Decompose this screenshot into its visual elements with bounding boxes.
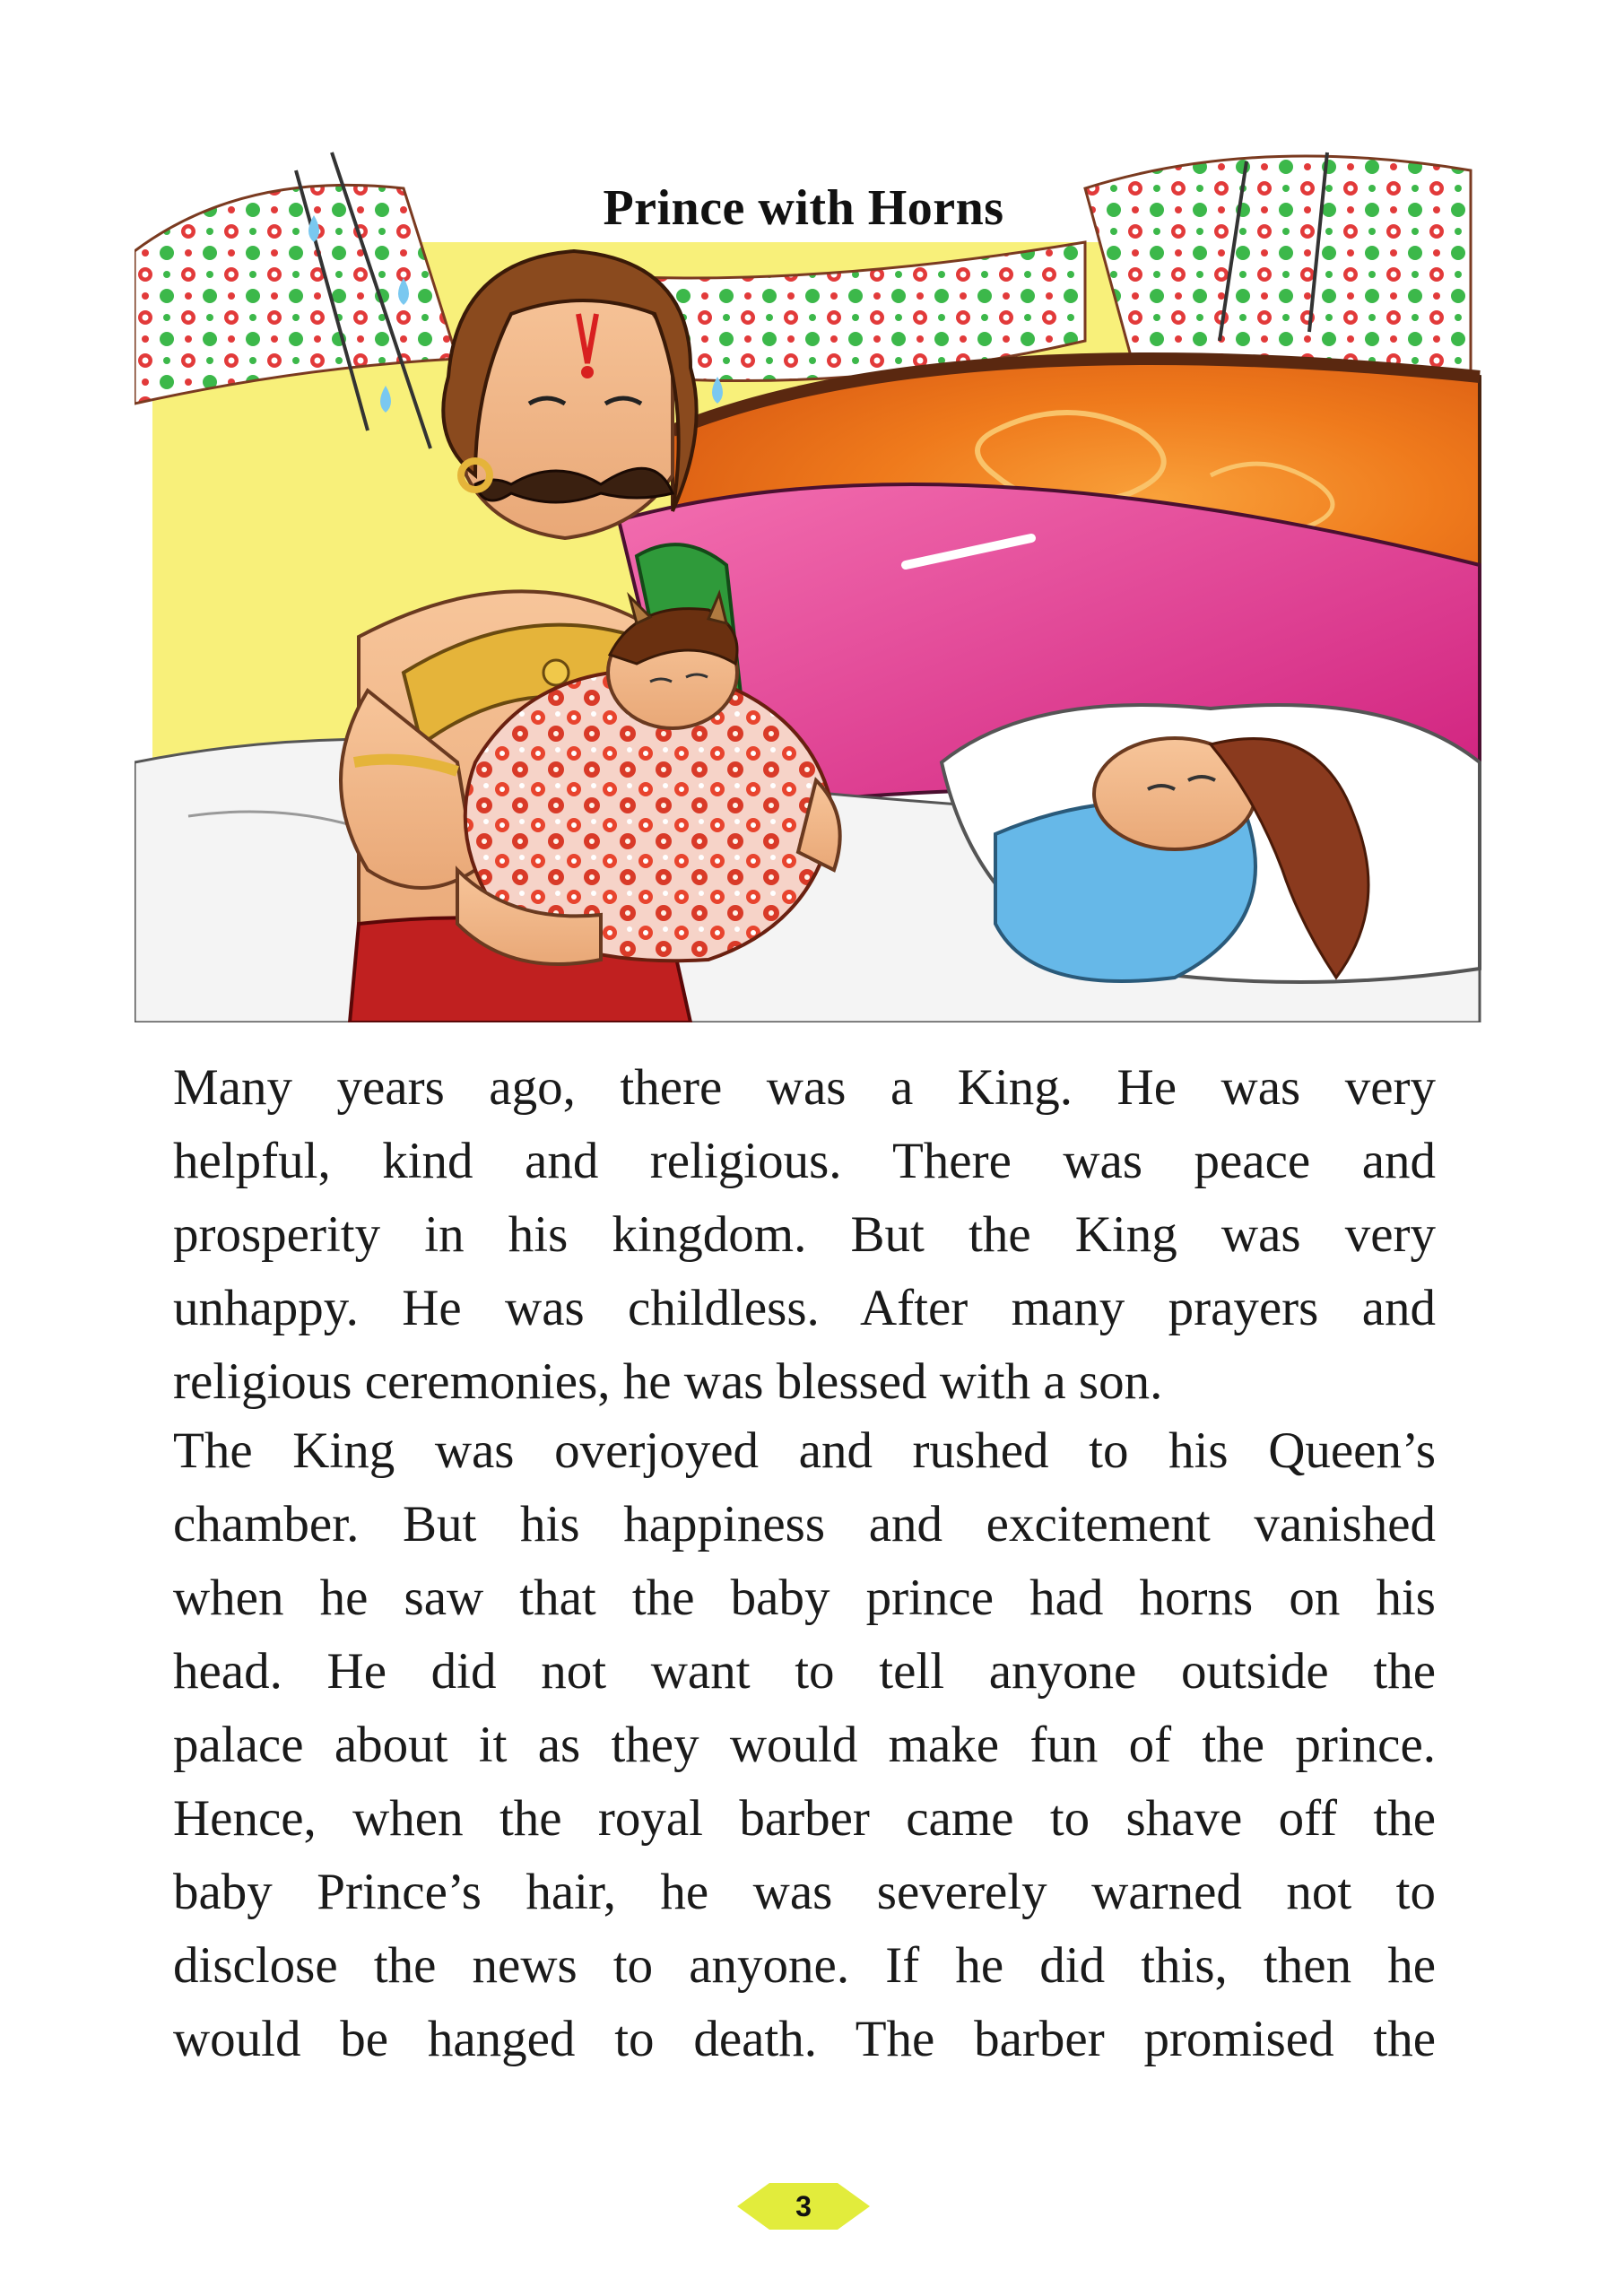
- paragraph-line: disclose the news to anyone. If he did this, then he: [173, 1937, 1436, 1994]
- story-illustration: [135, 135, 1489, 1022]
- paragraph-line: would be hanged to death. The barber promised the: [173, 2011, 1436, 2067]
- paragraph-line: Many years ago, there was a King. He was very: [173, 1059, 1436, 1116]
- story-title: Prince with Horns: [603, 180, 1004, 236]
- paragraph-line: prosperity in his kingdom. But the King was very: [173, 1206, 1436, 1263]
- paragraph-line: head. He did not want to tell anyone outside the: [173, 1643, 1436, 1700]
- paragraph-line: The King was overjoyed and rushed to his Queen’s: [173, 1422, 1436, 1479]
- paragraph-line: unhappy. He was childless. After many prayers and: [173, 1280, 1436, 1336]
- story-paragraph-2: [173, 1414, 1436, 2076]
- paragraph-line: when he saw that the baby prince had horns on his: [173, 1570, 1436, 1626]
- paragraph-line: palace about it as they would make fun of the prince.: [173, 1717, 1436, 1773]
- paragraph-line: helpful, kind and religious. There was peace and: [173, 1133, 1436, 1189]
- story-paragraph-1: [173, 1051, 1436, 1419]
- king-holding-baby-illustration: [135, 135, 1489, 1022]
- paragraph-line: chamber. But his happiness and excitement vanished: [173, 1496, 1436, 1552]
- paragraph-line: baby Prince’s hair, he was severely warned not to: [173, 1864, 1436, 1920]
- paragraph-line: religious ceremonies, he was blessed with a son.: [173, 1353, 1163, 1410]
- page-number-badge: [737, 2181, 870, 2231]
- page-number: 3: [795, 2190, 812, 2222]
- paragraph-line: Hence, when the royal barber came to shave off the: [173, 1790, 1436, 1847]
